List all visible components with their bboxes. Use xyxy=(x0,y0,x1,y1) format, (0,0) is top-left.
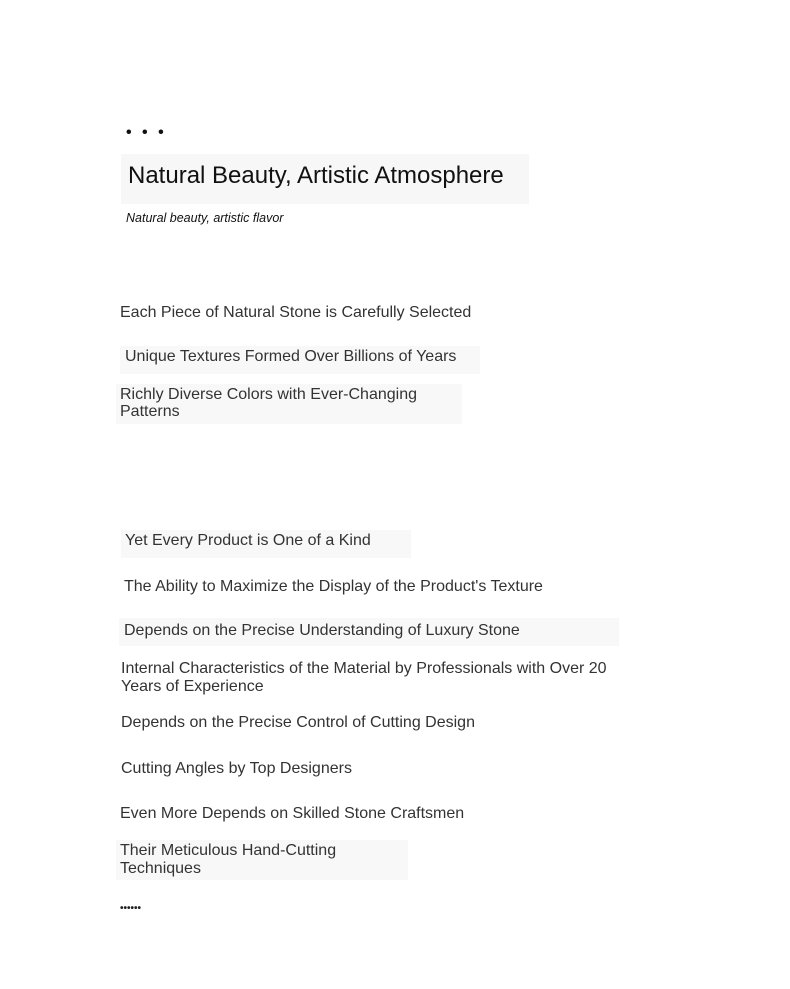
text-line-textures xyxy=(120,346,480,374)
text-line-patterns: Patterns xyxy=(120,403,180,420)
text-line-cutting-design: Depends on the Precise Control of Cutting Design xyxy=(121,714,475,731)
text-line-hand-cutting: Their Meticulous Hand-Cutting xyxy=(120,842,337,859)
text-line-selected: Each Piece of Natural Stone is Carefully Selected xyxy=(120,304,472,321)
bottom-ellipsis-icon: •••••• xyxy=(120,903,142,914)
page-subtitle: Natural beauty, artistic flavor xyxy=(126,211,284,225)
top-ellipsis-icon: • • • xyxy=(126,124,167,141)
text-line-experience: Years of Experience xyxy=(121,678,264,695)
text-line-colors: Richly Diverse Colors with Ever-Changing xyxy=(120,386,417,403)
text-line-luxury: Depends on the Precise Understanding of Luxury Stone xyxy=(124,622,520,639)
text-line-kind: Yet Every Product is One of a Kind xyxy=(125,532,371,549)
text-line-ability: The Ability to Maximize the Display of the Product's Texture xyxy=(124,578,543,595)
text-line-internal: Internal Characteristics of the Material by Professionals with Over 20 xyxy=(121,660,607,677)
text-line-techniques: Techniques xyxy=(120,860,201,877)
text-line-textures-label: Unique Textures Formed Over Billions of Years xyxy=(125,348,457,365)
text-line-designers: Cutting Angles by Top Designers xyxy=(121,760,352,777)
page-title: Natural Beauty, Artistic Atmosphere xyxy=(128,162,504,189)
text-line-craftsmen: Even More Depends on Skilled Stone Craftsmen xyxy=(120,805,465,822)
